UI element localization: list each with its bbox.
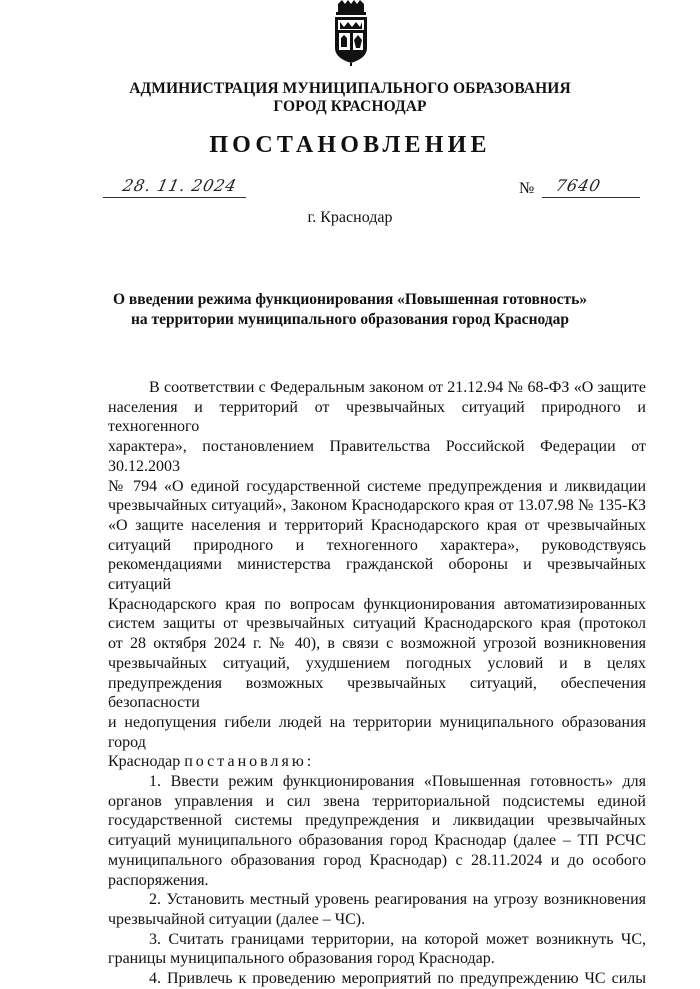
text-line: распоряжения. xyxy=(108,871,209,889)
organization-name-line1: АДМИНИСТРАЦИЯ МУНИЦИПАЛЬНОГО ОБРАЗОВАНИЯ xyxy=(129,80,571,97)
text-line: чрезвычайных ситуаций, ухудшением погодных условий и в целях xyxy=(108,654,646,672)
text-line: систем защиты от чрезвычайных ситуаций Краснодарского края (протокол xyxy=(108,615,646,633)
text-line: от 28 октября 2024 г. № 40), в связи с возможной угрозой возникновения xyxy=(108,635,646,653)
text-line: 3. Считать границами территории, на которой может возникнуть ЧС, xyxy=(149,930,646,948)
text-line: 2. Установить местный уровень реагирования на угрозу возникновения xyxy=(149,891,646,909)
number-field xyxy=(542,177,640,198)
text-line: В соответствии с Федеральным законом от 21.12.94 № 68-ФЗ «О защите xyxy=(149,379,646,396)
text-line: муниципального образования город Краснодар) с 28.11.2024 и до особого xyxy=(108,851,646,869)
handwritten-date: 28. 11. 2024 xyxy=(120,176,239,195)
date-field xyxy=(103,177,246,198)
subject-line2: на территории муниципального образования город Краснодар xyxy=(130,310,570,328)
preamble-paragraph xyxy=(108,378,646,772)
text-line xyxy=(108,752,646,772)
decree-item-2 xyxy=(108,890,646,929)
decree-items xyxy=(108,772,646,989)
text-line: чрезвычайных ситуаций», Законом Краснодарского края от 13.07.98 № 135-КЗ xyxy=(108,497,646,515)
text-line: органов управления и сил звена территориальной подсистемы единой xyxy=(108,792,646,810)
text-line: «О защите населения и территорий Краснодарского края от чрезвычайных xyxy=(108,516,646,534)
document-body xyxy=(108,378,646,989)
text-line: государственной системы предупреждения и ликвидации чрезвычайных xyxy=(108,812,646,830)
text-line: предупреждения возможных чрезвычайных ситуаций, обеспечения безопасности xyxy=(108,674,646,712)
decree-word: постановляю: xyxy=(184,753,315,771)
city-word: Краснодар xyxy=(108,753,185,771)
document-subject xyxy=(0,290,700,329)
number-sign: № xyxy=(519,180,535,197)
text-line: Краснодарского края по вопросам функционирования автоматизированных xyxy=(108,595,646,613)
organization-name-line2: ГОРОД КРАСНОДАР xyxy=(273,98,427,115)
text-line: и недопущения гибели людей на территории муниципального образования город xyxy=(108,713,646,751)
text-line: ситуаций природного и техногенного характера», руководствуясь xyxy=(108,536,646,554)
decree-item-3 xyxy=(108,930,646,969)
subject-line1: О введении режима функционирования «Повышенная готовность» xyxy=(112,291,588,308)
city-label: г. Краснодар xyxy=(307,209,393,226)
text-line: рекомендациями министерства гражданской обороны и чрезвычайных ситуаций xyxy=(108,556,646,594)
document-type-title: ПОСТАНОВЛЕНИЕ xyxy=(209,132,491,158)
text-line: чрезвычайной ситуации (далее – ЧС). xyxy=(108,910,366,928)
text-line: границы муниципального образования город Краснодар. xyxy=(108,950,495,968)
text-line: 4. Привлечь к проведению мероприятий по предупреждению ЧС силы xyxy=(149,970,646,988)
coat-of-arms-icon xyxy=(330,0,372,66)
text-line: характера», постановлением Правительства Российской Федерации от 30.12.2003 xyxy=(108,438,646,475)
text-line: 1. Ввести режим функционирования «Повышенная готовность» для xyxy=(149,773,646,791)
text-line: ситуаций муниципального образования город Краснодар (далее – ТП РСЧС xyxy=(108,832,646,850)
text-line: № 794 «О единой государственной системе предупреждения и ликвидации xyxy=(108,477,646,495)
decree-item-4 xyxy=(108,969,646,989)
handwritten-number: 7640 xyxy=(553,176,603,195)
text-line: населения и территорий от чрезвычайных ситуаций природного и техногенного xyxy=(108,398,646,436)
decree-item-1 xyxy=(108,772,646,890)
